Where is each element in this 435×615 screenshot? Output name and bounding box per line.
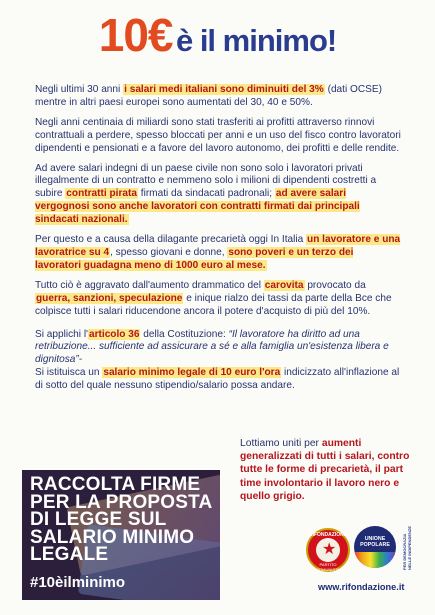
p3-highlight-end: ad avere salari vergognosi sono anche lavoratori con contratti firmati dai principali sindacati nazionali. (35, 188, 360, 226)
p1-text: Negli ultimi 30 anni (35, 84, 124, 95)
p5-text: Tutto ciò è aggravato dall'aumento drammatico del (35, 279, 264, 291)
p1-text-end: (dati OCSE) mentre in altri paesi europei sono aumentati del 30, 40 e 50%. (35, 84, 382, 108)
p3-highlight-pirata: contratti pirata (66, 188, 137, 200)
struggle-text (240, 437, 410, 503)
rifondazione-logo (306, 528, 350, 572)
logo-text (354, 536, 396, 548)
p3-text: Ad avere salari indegni di un paese civile non sono solo i lavoratori privati illegalmente di un contratto e nemmeno solo i milioni di dipendenti costretti a subire (35, 162, 377, 200)
logo-text-top: RIFONDAZIONE (308, 532, 348, 538)
p6-highlight-articolo: articolo 36 (88, 328, 140, 340)
unione-popolare-logo (354, 526, 396, 568)
body-text (35, 84, 401, 400)
struggle-highlight: aumenti generalizzati di tutti i salari, contro tutte le forme di precarietà, il part time involontario il lavoro nero e quello grigio. (240, 438, 410, 502)
logo-text-bottom: PARTITO COMUNISTA (316, 562, 340, 572)
banner-title (30, 476, 212, 564)
p6-text: Si applichi l' (35, 328, 88, 340)
rainbow-band (354, 552, 396, 568)
p6-text-2: Si istituisca un (35, 367, 103, 379)
banner-line-2: PER LA PROPOSTA (30, 491, 213, 513)
banner-line-4: SALARIO MINIMO (30, 526, 195, 548)
p6-text-end: indicizzato all'inflazione al di sotto del quale nessuno stipendio/salario possa andare. (35, 367, 400, 392)
page-title (0, 8, 435, 62)
banner-line-5: LEGALE (30, 544, 109, 565)
logo-line-1: UNIONE (364, 536, 386, 542)
title-rest: è il minimo! (175, 23, 337, 58)
paragraph-1 (35, 84, 401, 110)
p5-highlight-guerra: guerra, sanzioni, speculazione (36, 292, 183, 304)
p5-text-mid: provocato da (304, 279, 366, 291)
p5-text-end: e inique rialzo dei tassi da parte della Bce che colpisce tutti i salari riducendone ancora il potere d'acquisto di più del 10%. (35, 292, 392, 317)
vertical-logo-text: PER DEMOCRAZIA NELLE INDIPENDENZE (402, 525, 412, 570)
banner-line-3: DI LEGGE SUL (30, 509, 167, 530)
website-link[interactable]: www.rifondazione.it (318, 582, 405, 592)
p4-highlight: un lavoratore e una lavoratrice su 4 (35, 234, 401, 258)
p5-highlight-carovita: carovita (264, 279, 304, 291)
petition-banner (22, 470, 220, 600)
p4-text: Per questo e a causa della dilagante precarietà oggi In Italia (35, 234, 307, 246)
p1-highlight: i salari medi italiani sono diminuiti del 3% (124, 84, 324, 95)
p4-highlight-end: sono poveri e un terzo dei lavoratori guadagna meno di 1000 euro al mese. (35, 246, 354, 271)
banner-line-1: RACCOLTA FIRME (30, 474, 201, 495)
paragraph-5 (35, 280, 401, 319)
title-amount: 10€ (98, 9, 173, 61)
paragraph-2: Negli anni centinaia di miliardi sono stati trasferiti ai profitti attraverso rinnovi contrattuali a perdere, spesso bloccati per anni e un uso del fisco contro lavoratori dipendenti e pensionati e a favore del lavoro autonomo, dei profitti e delle rendite. (35, 116, 401, 154)
p6-highlight-salario: salario minimo legale di 10 euro l'ora (103, 367, 281, 379)
p6-quote: “Il lavoratore ha diritto ad una retribuzione... sufficiente ad assicurare a sé e alla famiglia un'esistenza libera e dignitosa”- (35, 328, 389, 366)
p4-text-mid: , spesso giovani e donne, (110, 246, 228, 258)
hashtag: #10èilminimo (30, 574, 126, 591)
p3-text-mid: firmati da sindacati padronali; (137, 188, 275, 200)
paragraph-4 (35, 234, 401, 273)
star-icon: ★ (322, 541, 337, 558)
paragraph-3 (35, 163, 401, 228)
struggle-intro: Lottiamo uniti per (240, 438, 322, 449)
paragraph-6 (35, 329, 401, 394)
logo-line-2: POPOLARE (360, 542, 390, 548)
p6-text-mid: della Costituzione: (140, 328, 229, 340)
